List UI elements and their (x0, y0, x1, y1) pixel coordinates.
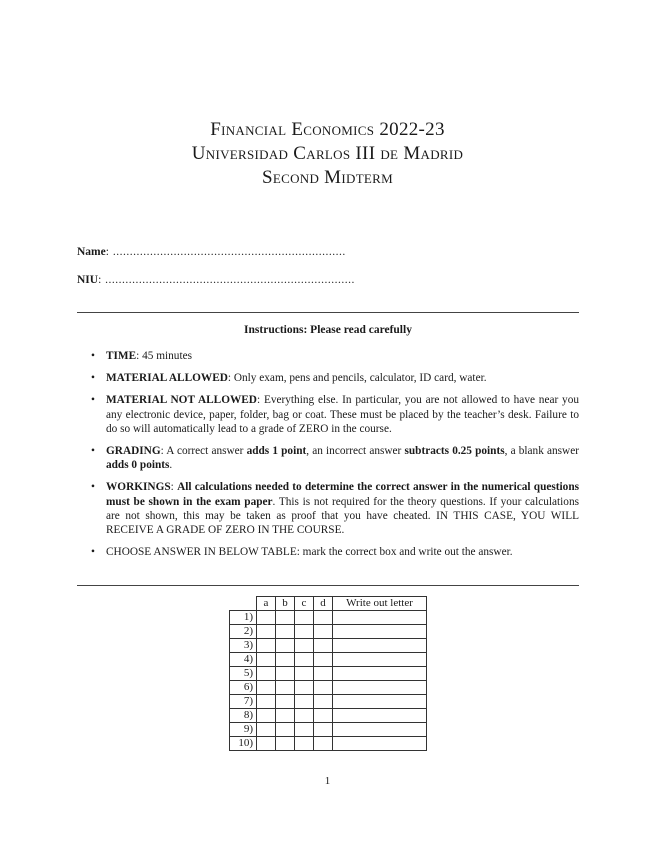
instruction-text: : Everything else. In particular, you are not allowed to have near you any electronic device, paper, folder, bag or coat. These must be placed by the teacher’s desk. Failure to do so will automatically lead to a grade of ZERO in the course. (106, 394, 580, 435)
answer-box-c[interactable] (295, 653, 314, 667)
write-letter-cell[interactable] (333, 723, 427, 737)
answer-box-b[interactable] (276, 737, 295, 751)
answer-box-b[interactable] (276, 723, 295, 737)
answer-row (230, 723, 427, 737)
answer-row (230, 667, 427, 681)
answer-box-a[interactable] (257, 737, 276, 751)
name-label: Name (77, 246, 106, 258)
top-divider (77, 312, 579, 313)
question-number: 6) (230, 681, 257, 695)
answer-row (230, 639, 427, 653)
answer-box-a[interactable] (257, 723, 276, 737)
instructions-list (77, 349, 579, 567)
question-number: 4) (230, 653, 257, 667)
instruction-text: CHOOSE ANSWER IN BELOW TABLE: mark the correct box and write out the answer. (106, 546, 513, 559)
answer-box-a[interactable] (257, 611, 276, 625)
instruction-material-not-allowed (77, 393, 579, 436)
write-letter-cell[interactable] (333, 611, 427, 625)
answer-row (230, 695, 427, 709)
question-number: 7) (230, 695, 257, 709)
instruction-text: : 45 minutes (136, 350, 192, 362)
answer-box-b[interactable] (276, 709, 295, 723)
question-number: 1) (230, 611, 257, 625)
instruction-emphasis: adds 0 points (106, 459, 170, 472)
write-letter-cell[interactable] (333, 681, 427, 695)
answer-box-c[interactable] (295, 723, 314, 737)
answer-box-c[interactable] (295, 639, 314, 653)
answer-box-c[interactable] (295, 611, 314, 625)
header-option-b: b (276, 597, 295, 611)
instruction-text: . This is not required for the theory questions. If your calculations are not shown, this may be taken as proof that you have cheated. IN THIS CASE, YOU WILL RECEIVE A GRADE OF ZERO IN THE COURSE. (106, 495, 579, 537)
instruction-emphasis: adds 1 point (246, 445, 307, 458)
bullet-icon: • (91, 546, 95, 559)
instruction-text: : Only exam, pens and pencils, calculator, ID card, water. (227, 372, 487, 385)
answer-box-a[interactable] (257, 653, 276, 667)
answer-row (230, 653, 427, 667)
header-option-d: d (314, 597, 333, 611)
answer-box-b[interactable] (276, 695, 295, 709)
question-number: 5) (230, 667, 257, 681)
answer-table-header (230, 597, 427, 611)
bullet-icon: • (91, 372, 95, 385)
instruction-text: , a blank answer (504, 445, 579, 458)
answer-row (230, 681, 427, 695)
answer-box-d[interactable] (314, 709, 333, 723)
answer-box-c[interactable] (295, 625, 314, 639)
instruction-label: MATERIAL NOT ALLOWED (106, 394, 257, 407)
write-letter-cell[interactable] (333, 737, 427, 751)
answer-box-c[interactable] (295, 681, 314, 695)
title-exam: Second Midterm (261, 167, 394, 188)
title-university: Universidad Carlos III de Madrid (191, 143, 464, 164)
bottom-divider (77, 585, 579, 586)
niu-dots: : .......................................................................... (98, 274, 355, 286)
instruction-workings (77, 480, 579, 537)
answer-box-d[interactable] (314, 611, 333, 625)
write-letter-cell[interactable] (333, 653, 427, 667)
niu-label: NIU (77, 274, 99, 286)
question-number: 3) (230, 639, 257, 653)
answer-box-b[interactable] (276, 611, 295, 625)
title-course: Financial Economics 2022-23 (210, 119, 445, 140)
answer-box-a[interactable] (257, 667, 276, 681)
answer-box-b[interactable] (276, 625, 295, 639)
instruction-choose-answer (77, 545, 579, 559)
niu-field[interactable] (77, 274, 355, 286)
answer-box-a[interactable] (257, 639, 276, 653)
answer-box-b[interactable] (276, 639, 295, 653)
instruction-text: : A correct answer (160, 445, 247, 458)
question-number: 10) (230, 737, 257, 751)
answer-row (230, 625, 427, 639)
answer-box-b[interactable] (276, 681, 295, 695)
answer-row (230, 709, 427, 723)
answer-box-c[interactable] (295, 667, 314, 681)
answer-box-d[interactable] (314, 639, 333, 653)
answer-box-d[interactable] (314, 625, 333, 639)
instruction-text: : (170, 481, 178, 494)
header-write-letter: Write out letter (333, 597, 427, 611)
answer-box-d[interactable] (314, 653, 333, 667)
write-letter-cell[interactable] (333, 625, 427, 639)
answer-box-d[interactable] (314, 695, 333, 709)
instruction-label: GRADING (106, 445, 161, 458)
instruction-label: WORKINGS (106, 481, 171, 494)
instructions-heading: Instructions: Please read carefully (244, 324, 412, 336)
instruction-material-allowed (77, 371, 579, 385)
name-dots: : ..................................................................... (105, 246, 346, 258)
write-letter-cell[interactable] (333, 639, 427, 653)
answer-box-a[interactable] (257, 681, 276, 695)
answer-box-d[interactable] (314, 723, 333, 737)
instruction-grading (77, 444, 579, 472)
question-number: 8) (230, 709, 257, 723)
answer-row (230, 611, 427, 625)
name-field[interactable] (77, 246, 346, 258)
exam-title (0, 118, 655, 190)
instruction-text: . (169, 459, 173, 472)
answer-table (229, 596, 427, 751)
answer-box-b[interactable] (276, 667, 295, 681)
header-option-a: a (257, 597, 276, 611)
question-number: 2) (230, 625, 257, 639)
instruction-text: , an incorrect answer (306, 445, 405, 458)
instruction-emphasis: All calculations needed to determine the correct answer in the numerical questions must be shown in the exam paper (106, 481, 579, 508)
instruction-label: MATERIAL ALLOWED (106, 372, 228, 385)
write-letter-cell[interactable] (333, 709, 427, 723)
header-corner (230, 597, 257, 611)
answer-box-c[interactable] (295, 737, 314, 751)
answer-box-d[interactable] (314, 667, 333, 681)
answer-box-a[interactable] (257, 625, 276, 639)
header-option-c: c (295, 597, 314, 611)
answer-box-c[interactable] (295, 695, 314, 709)
answer-box-d[interactable] (314, 737, 333, 751)
bullet-icon: • (91, 350, 95, 362)
answer-box-b[interactable] (276, 653, 295, 667)
bullet-icon: • (91, 445, 95, 458)
write-letter-cell[interactable] (333, 667, 427, 681)
instruction-emphasis: subtracts 0.25 points (404, 445, 505, 458)
bullet-icon: • (91, 481, 95, 494)
answer-box-d[interactable] (314, 681, 333, 695)
instruction-label: TIME (106, 350, 137, 362)
answer-box-a[interactable] (257, 695, 276, 709)
answer-box-c[interactable] (295, 709, 314, 723)
question-number: 9) (230, 723, 257, 737)
write-letter-cell[interactable] (333, 695, 427, 709)
answer-row (230, 737, 427, 751)
answer-box-a[interactable] (257, 709, 276, 723)
page-number: 1 (324, 775, 331, 787)
bullet-icon: • (91, 394, 95, 407)
instruction-time (77, 349, 579, 363)
